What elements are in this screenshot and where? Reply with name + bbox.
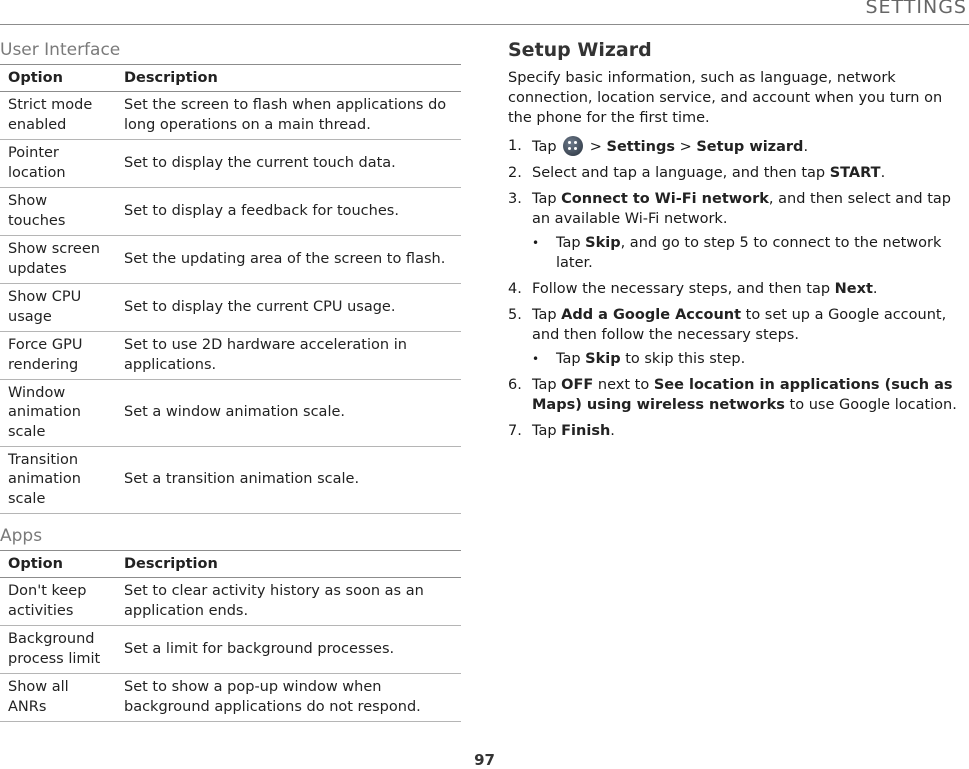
- setup-steps-list: [508, 136, 969, 441]
- option-cell: Force GPU rendering: [0, 332, 116, 380]
- setup-wizard-label: Setup wizard: [696, 139, 804, 155]
- step-2: [508, 163, 969, 183]
- table-row: [0, 92, 461, 140]
- option-cell: Strict mode enabled: [0, 92, 116, 140]
- table-row: [0, 626, 461, 674]
- step-number: 2.: [508, 165, 522, 181]
- table-row: [0, 447, 461, 514]
- option-cell: Show touches: [0, 188, 116, 236]
- step-4: [508, 279, 969, 299]
- start-label: START: [829, 165, 881, 181]
- apps-table: [0, 550, 461, 722]
- table-row: [0, 332, 461, 380]
- step-number: 3.: [508, 191, 522, 207]
- google-account-label: Add a Google Account: [561, 307, 742, 323]
- apps-title: Apps: [0, 526, 43, 546]
- bullet-icon: •: [532, 236, 540, 250]
- description-cell: Set a window animation scale.: [116, 380, 461, 447]
- step-text: , and then select and tap an available Wi-Fi network.: [532, 191, 951, 227]
- description-cell: Set to use 2D hardware acceleration in applications.: [116, 332, 461, 380]
- column-header-option: Option: [0, 65, 116, 92]
- setup-wizard-intro: Specify basic information, such as language, network connection, location service, and account when you turn on the phone for the first time.: [508, 70, 943, 126]
- table-row: [0, 578, 461, 626]
- description-cell: Set a limit for background processes.: [116, 626, 461, 674]
- step-text: next to: [597, 377, 650, 393]
- separator: >: [679, 139, 692, 155]
- table-row: [0, 380, 461, 447]
- step-1: [508, 136, 969, 157]
- punctuation: .: [610, 423, 615, 439]
- step-text: Tap: [532, 307, 557, 323]
- punctuation: .: [803, 139, 809, 155]
- step-number: 6.: [508, 377, 522, 393]
- off-label: OFF: [561, 377, 594, 393]
- step-3-substeps: [532, 233, 969, 273]
- step-3: [508, 189, 969, 273]
- location-option-label: See location in applications (such as Maps) using wireless networks: [532, 377, 953, 413]
- finish-label: Finish: [561, 423, 611, 439]
- punctuation: .: [872, 281, 878, 297]
- description-cell: Set to display a feedback for touches.: [116, 188, 461, 236]
- table-row: [0, 284, 461, 332]
- description-cell: Set a transition animation scale.: [116, 447, 461, 514]
- setup-wizard-title: Setup Wizard: [508, 39, 652, 61]
- option-cell: Don't keep activities: [0, 578, 116, 626]
- step-number: 5.: [508, 307, 522, 323]
- step-text: Tap: [556, 351, 581, 367]
- step-text: Tap: [532, 377, 557, 393]
- description-cell: Set to show a pop-up window when background applications do not respond.: [116, 674, 461, 722]
- user-interface-table: [0, 64, 461, 514]
- description-cell: Set the screen to flash when applications do long operations on a main thread.: [116, 92, 461, 140]
- wifi-label: Connect to Wi-Fi network: [561, 191, 769, 207]
- table-row: [0, 140, 461, 188]
- step-5: [508, 305, 969, 369]
- punctuation: .: [880, 165, 886, 181]
- separator: >: [589, 139, 602, 155]
- step-text: Tap: [532, 191, 557, 207]
- step-text: , and go to step 5 to connect to the network later.: [556, 235, 942, 271]
- description-cell: Set to display the current CPU usage.: [116, 284, 461, 332]
- step-text: to skip this step.: [625, 351, 746, 367]
- left-column: [0, 36, 461, 722]
- option-cell: Show CPU usage: [0, 284, 116, 332]
- step-text: Follow the necessary steps, and then tap: [532, 281, 831, 297]
- skip-label: Skip: [585, 235, 621, 251]
- step-number: 1.: [508, 138, 522, 154]
- settings-label: Settings: [606, 139, 675, 155]
- page-number: 97: [474, 751, 495, 769]
- next-label: Next: [834, 281, 873, 297]
- column-header-description: Description: [116, 65, 461, 92]
- step-number: 4.: [508, 281, 522, 297]
- step-text: Tap: [532, 423, 557, 439]
- option-cell: Background process limit: [0, 626, 116, 674]
- apps-icon: [563, 136, 583, 156]
- table-row: [0, 236, 461, 284]
- step-text: Tap: [556, 235, 581, 251]
- step-text: Tap: [532, 139, 557, 155]
- option-cell: Pointer location: [0, 140, 116, 188]
- right-column: [508, 36, 969, 447]
- step-6: [508, 375, 969, 415]
- description-cell: Set to display the current touch data.: [116, 140, 461, 188]
- table-row: [0, 188, 461, 236]
- skip-label: Skip: [585, 351, 621, 367]
- column-header-description: Description: [116, 551, 461, 578]
- option-cell: Show all ANRs: [0, 674, 116, 722]
- step-text: to use Google location.: [789, 397, 957, 413]
- option-cell: Transition animation scale: [0, 447, 116, 514]
- table-row: [0, 674, 461, 722]
- description-cell: Set the updating area of the screen to flash.: [116, 236, 461, 284]
- step-5-substeps: [532, 349, 969, 369]
- description-cell: Set to clear activity history as soon as an application ends.: [116, 578, 461, 626]
- column-header-option: Option: [0, 551, 116, 578]
- page-header-title: SETTINGS: [865, 0, 967, 18]
- header-divider: [0, 24, 969, 25]
- option-cell: Window animation scale: [0, 380, 116, 447]
- option-cell: Show screen updates: [0, 236, 116, 284]
- step-number: 7.: [508, 423, 522, 439]
- substep: [532, 233, 969, 273]
- user-interface-title: User Interface: [0, 40, 121, 60]
- step-text: to set up a Google account, and then follow the necessary steps.: [532, 307, 947, 343]
- bullet-icon: •: [532, 352, 540, 366]
- step-7: [508, 421, 969, 441]
- step-text: Select and tap a language, and then tap: [532, 165, 826, 181]
- substep: [532, 349, 969, 369]
